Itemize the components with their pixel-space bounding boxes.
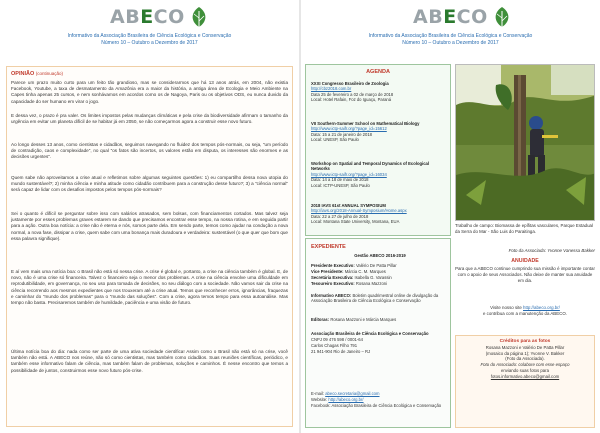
- publication-info: [301, 33, 600, 47]
- visit-site-text: Visite nosso site http://abeco.org.br/ e contribua com a manutenção da ABECO.: [483, 305, 567, 316]
- agenda-item: [311, 161, 449, 188]
- right-header: [301, 0, 600, 62]
- photo-credits-section: [455, 335, 595, 428]
- credits-line: (Foto da Associada).: [505, 356, 545, 362]
- opinion-paragraph: Ao longo desses 13 anos, como cientistas e cidadãos, seguimos navegando no fluidez dos tempos pós-normais, ou seja, "um período de contradição, caos e complexidade", no qual "os fatos são incertos, os valores estão em disputa, os interesses são enormes e as decisões urgentes".: [11, 142, 288, 160]
- agenda-item-link[interactable]: http://iavs.org/2018-Annual-Symposium/Home.aspx: [311, 208, 407, 214]
- publication-line1: Informativo da Associação Brasileira de Ciência Ecológica e Conservação: [368, 33, 533, 39]
- opinion-paragraph: Parece um prazo muito curto para um feito tão grandioso, mas se considerarmos que há 13 anos atrás, em 2004, não existia Facebook, Youtube, a taxa de desmatamento da Amazônia era a maior da história, a antiga área de Ecologia e Meio Ambiente na Capes tinha apenas 25 cursos, e nem sonhávamos em acordos como os de Nagoya, Paris ou os objetivos ODS, eu nunca duvido da capacidade do ser humano em virar o jogo.: [11, 80, 288, 104]
- agenda-item: [311, 81, 449, 103]
- agenda-item-date: Data: 14 a 18 de maio de 2018: [311, 177, 369, 183]
- agenda-item-location: Local: Hotel Rafain, Foz do Iguaçu, Paraná: [311, 97, 392, 103]
- leaf-logo-icon: [490, 6, 514, 28]
- opinion-paragraph: Sei o quanto é difícil se perguntar sobre isso com salários atrasados, sem bolsas, com financiamentos cortados. Mas talvez seja justamente por esses problemas graves estarem se dando que precisamos encontrar esse tempo, na nossa rotina, e em seguida partir para a ação. Outra boa notícia: a crise não é eterna e nós, somos parte dela. Em sendo parte, temos como ajudar na condução a nova normal, a nova fase, dissipar a crise, quem sabe com uma bonança mais duradoura e verdadeira: sustentável (o que quer que bom que essa palavra signifique).: [11, 211, 288, 241]
- website-line: Website: http://abeco.org.br/: [311, 397, 364, 402]
- opinion-title: OPINIÃO (continuação): [11, 71, 64, 77]
- agenda-item-title: 2018 IAVS 61st ANNUAL SYMPOSIUM: [311, 203, 386, 208]
- opinion-paragraph: Quem sabe não aproveitamos a crise atual e refletimos sobre algumas seguintes questões: 1) eu compartilho dessa nova utopia do mundo sustentável?; 2) minha ciência e minha atitude como cidadão contribuem para a construção desse futuro?; 3) a "ciência normal" será capaz de lidar com os desafios impostos pelos tempos pós-normais?: [11, 175, 288, 193]
- credits-line: Foto do Associado: colabore com esse espaço: [480, 362, 570, 368]
- role-line: Tesoureiro Executivo: Rosana Mazzoni: [311, 281, 388, 286]
- gestao-heading: Gestão ABECO 2016-2019: [354, 253, 406, 258]
- right-page: [301, 0, 600, 433]
- agenda-item-location: Local: UNESP, São Paulo: [311, 137, 359, 143]
- logo-wordmark: ABECO: [413, 6, 488, 28]
- expediente-section: [305, 238, 451, 428]
- agenda-item-date: Data: 22 a 27 de julho de 2018: [311, 213, 369, 219]
- agenda-item-link[interactable]: http://www.ictp-saifr.org/?page_id=16034: [311, 171, 387, 177]
- editoras-line: Editoras: Rosana Mazzoni e Márcia Marques: [311, 317, 397, 322]
- photo-caption: Trabalho de campo: Biomassa de epífitas vasculares, Parque Estadual da Serra do Mar - São Luis do Paraitinga.: [455, 223, 593, 234]
- publication-line2: Número 10 – Outubro a Dezembro de 2017: [101, 40, 198, 46]
- forest-photo-illustration: [456, 65, 595, 221]
- website-link[interactable]: http://abeco.org.br/: [328, 397, 364, 402]
- role-line: Secretária Executiva: Isabella G. Varassin: [311, 275, 392, 280]
- agenda-item-title: XXXI Congresso Brasileiro de Zoologia: [311, 81, 389, 86]
- publication-line2: Número 10 – Outubro a Dezembro de 2017: [402, 40, 499, 46]
- left-page: [0, 0, 299, 433]
- anuidade-title: ANUIDADE: [511, 258, 539, 264]
- leaf-logo-icon: [187, 6, 211, 28]
- agenda-item-location: Local: ICTP-UNESP, São Paulo: [311, 182, 370, 188]
- email-line: E-mail: abeco.secretaria@gmail.com: [311, 391, 380, 396]
- agenda-item-location: Local: Montana State University, Montana, EUA: [311, 219, 400, 225]
- publication-line1: Informativo da Associação Brasileira de Ciência Ecológica e Conservação: [67, 33, 232, 39]
- facebook-line: Facebook: Associação Brasileira de Ciência Ecológica e Conservação: [311, 403, 442, 408]
- agenda-item-title: VII Southern-Summer School on Mathematical Biology: [311, 121, 420, 126]
- role-line: Vice Presidente: Márcia C. M. Marques: [311, 269, 386, 274]
- left-header: [0, 0, 299, 62]
- address-cnpj: CNPJ 09 476 598 / 0001-64: [311, 337, 363, 342]
- role-line: Presidente Executivo: Valério De Patta Pillar: [311, 263, 397, 268]
- agenda-item: [311, 121, 449, 143]
- agenda-item-title: Workshop on Spatial and Temporal Dynamics of Ecological Networks: [311, 161, 430, 172]
- address-street: Carlos Chagas Filho 791: [311, 343, 358, 348]
- agenda-section: [305, 64, 451, 236]
- abeco-logo: [413, 6, 514, 28]
- address-city: 21 941-904 Rio de Janeiro – RJ: [311, 349, 371, 354]
- anuidade-text: Para que a ABECO continue cumprindo sua missão é importante contar com o apoio de seus Associados. Não deixe de manter sua anuidade em dia.: [455, 266, 595, 283]
- agenda-title: AGENDA: [366, 69, 390, 75]
- opinion-paragraph: E aí vem mais uma notícia boa: o Brasil não está só nessa crise. A crise é global e, portanto, a crise na ciência também é global. E, de novo, não é uma crise só financeira. Talvez o financeiro seja o menor dos problemas. A crise na ciência envolve uma dificuldade em reprodutibilidade, em governança, no seu uso para tomada de decisões, no seu diálogo com a sociedade. Não vamos sair da crise na ciência recorrendo aos mesmos expedientes que nos trouxeram até a crise atual. Temos que reconhecer erros, ignorâncias, fraquezas e caminhar do "mundo dos problemas" para o "mundo das soluções". Com a crise, agora temos tempo para essa autoanálise. Mas tempo não basta. Precisaremos também de humildade, paciência e uma visão de futuro.: [11, 269, 288, 306]
- agenda-item: [311, 203, 449, 225]
- opinion-paragraph: Última notícia boa do dia: nada como ser parte de uma ativa sociedade científica! Assim como o Brasil não está só na crise, você também não está. A ABECO nos reúne, não só como cientistas, mas também como cidadãos. Suas reuniões científicas, periódico, e também esse informativo falam de ciência, mas também falam de problemas, soluções e caminhos. É nesse encontro que temos a possibilidade de juntos, construirmos esse novo futuro pós-crise.: [11, 349, 288, 373]
- agenda-item-date: Data 25 de fevereiro a 02 de março de 2018: [311, 91, 394, 97]
- address-org: Associação Brasileira de Ciência Ecológica e Conservação: [311, 331, 429, 336]
- informativo-description: Informativo ABECO: Boletim quadrimestral online de divulgação da Associação Brasileira de Ciência Ecológica e Conservação: [311, 293, 439, 304]
- photo-credit: Foto da Associada: Yvonne Vanessa Bakker: [508, 248, 595, 253]
- logo-wordmark: ABECO: [110, 6, 185, 28]
- publication-info: [0, 33, 299, 47]
- opinion-section: [6, 66, 293, 427]
- agenda-item-link[interactable]: http://www.ictp-saifr.org/?page_id=15612: [311, 126, 387, 132]
- agenda-item-date: Data: 15 a 21 de janeiro de 2018: [311, 131, 372, 137]
- visit-site-link[interactable]: http://abeco.org.br/: [523, 305, 560, 310]
- email-link[interactable]: abeco.secretaria@gmail.com: [325, 391, 380, 396]
- credits-line: (mosaico da página 1); Yvonne V. Bakker: [485, 350, 565, 356]
- agenda-item-link[interactable]: http://cbz2018.com.br: [311, 86, 352, 92]
- credits-line: enviando suas fotos para: [500, 367, 549, 373]
- credits-title: Créditos para as fotos: [499, 339, 551, 344]
- credits-email-link[interactable]: fotos.informativo.abeco@gmail.com: [490, 373, 560, 379]
- opinion-paragraph: E dessa vez, o prazo é pra valer. Os limites impostos pelas mudanças climáticas e pela crise da biodiversidade afirmam o tamanho da urgência em evitar um planeta difícil de se habitar já em 2050, se não começarmos agora a construir esse novo futuro.: [11, 113, 288, 125]
- field-work-photo: [455, 64, 595, 221]
- credits-line: Rosana Mazzoni e Valério De Patta Pillar: [485, 344, 565, 350]
- expediente-title: EXPEDIENTE: [311, 244, 346, 250]
- abeco-logo: [110, 6, 211, 28]
